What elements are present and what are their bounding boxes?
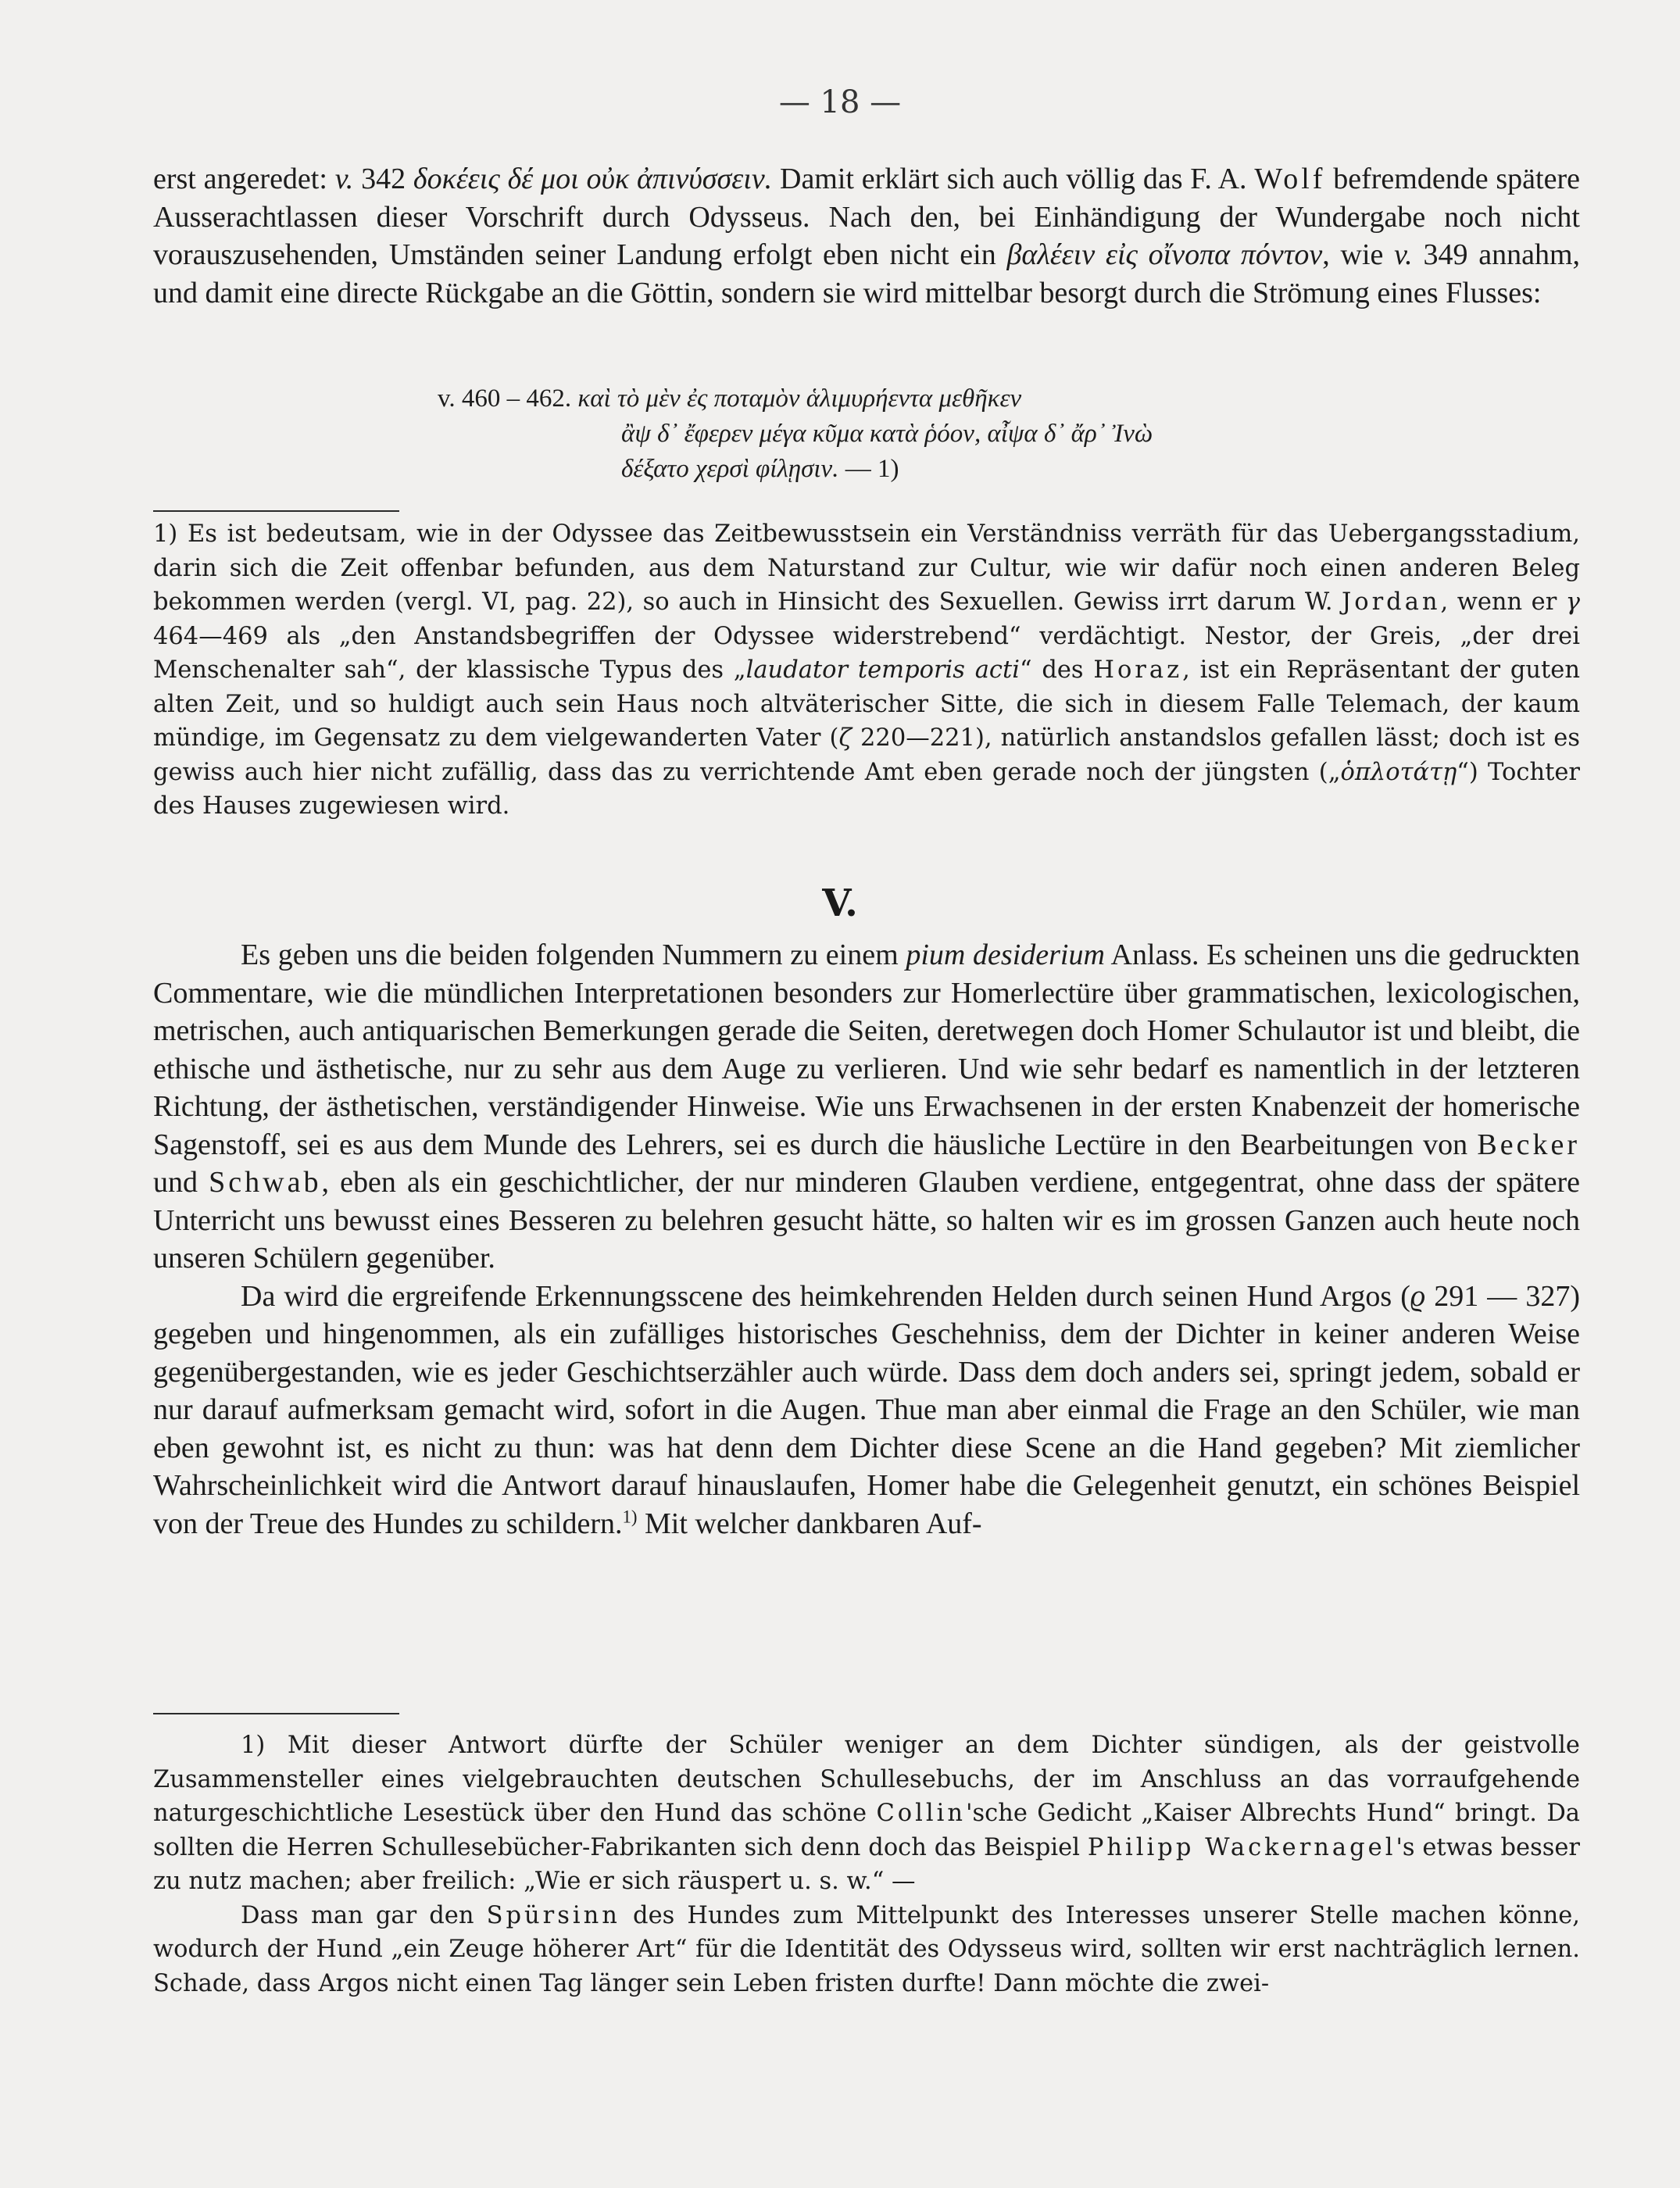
author-name: Schwab — [209, 1166, 322, 1199]
text-run: 291 — 327) gegeben und hingenommen, als ein zufälliges historisches Geschehniss, dem der Dichter in keiner anderen Weise gegenübergestanden, wie es jeder Geschichtserzähler auch würde. Dass dem doch anders sei, springt jedem, sobald er nur darauf aufmerksam gemacht wird, sofort in die Augen. Thue man aber einmal die Frage an den Schüler, wie man eben gewohnt ist, es nicht zu thun: was hat denn dem Dichter diese Scene an die Hand gegeben? Mit ziemlicher Wahrscheinlichkeit wird die Antwort darauf hinauslaufen, Homer habe die Gelegenheit genutzt, ein schönes Beispiel von der Treue des Hundes zu schildern. — [153, 1279, 1581, 1540]
footnote-divider — [153, 510, 399, 512]
text-run: Damit erklärt sich auch völlig das F. A. — [772, 163, 1255, 195]
greek-quote: βαλέειν εἰς οἴνοπα πόντον — [1006, 238, 1323, 271]
verse-line-3 — [438, 452, 1594, 487]
footnote-2 — [153, 1729, 1580, 2000]
book-letter: ϱ — [1410, 1279, 1426, 1313]
verse-reference: v. — [334, 163, 354, 195]
main-paragraph-2 — [153, 1278, 1580, 1543]
text-run: 349 annahm, und damit eine directe Rückgabe an die Göttin, sondern sie wird mittelbar besorgt durch die Strömung eines Flusses: — [153, 238, 1581, 309]
text-run: 342 — [353, 163, 413, 195]
greek-verse-text: καὶ τὸ μὲν ἐς ποταμὸν ἁλιμυρήεντα μεθῆκεν — [577, 384, 1022, 413]
section-heading: V. — [822, 881, 858, 925]
latin-phrase: pium desiderium — [906, 938, 1105, 971]
main-text — [153, 936, 1580, 1543]
author-name: Becker — [1477, 1128, 1580, 1161]
text-run: Es geben uns die beiden folgenden Nummern zu einem — [241, 938, 906, 971]
text-run: 1) Mit dieser Antwort dürfte der Schüler weniger an dem Dichter sündigen, als der geistvolle Zusammensteller eines vielgebrauchten deutschen Schullesebuchs, der im Anschluss an das vorraufgehende naturgeschichtliche Lesestück über den Hund das schöne — [153, 1732, 1580, 1827]
greek-verse-text: ἂψ δ᾽ ἔφερεν μέγα κῦμα κατὰ ῥόον, αἶψα δ᾽ ἄρ᾽ Ἰνὼ — [621, 420, 1153, 448]
verse-line-2 — [438, 417, 1594, 452]
book-letter: γ — [1565, 588, 1580, 616]
text-run: , eben als ein geschichtlicher, der nur minderen Glauben verdiene, entgegentrat, ohne dass der spätere Unterricht uns bewusst eines Besseren zu belehren gesucht hätte, so halten wir es im grossen Ganzen auch heute noch unseren Schülern gegenüber. — [153, 1166, 1581, 1275]
main-paragraph-1 — [153, 936, 1580, 1278]
text-run: und — [153, 1166, 209, 1199]
latin-quote: laudator temporis acti — [745, 656, 1020, 684]
text-run: Anlass. Es scheinen uns die gedruckten Commentare, wie die mündlichen Interpretationen besonders zur Homerlectüre über grammatischen, lexicologischen, metrischen, auch antiquarischen Bemerkungen gerade die Seiten, deretwegen doch Homer Schulautor ist und bleibt, die ethische und ästhetische, nur zu sehr aus dem Auge zu verlieren. Und wie sehr bedarf es namentlich in der letzteren Richtung, der ästhetischen, verständigender Hinweise. Wie uns Erwachsenen in der ersten Knabenzeit der homerische Sagenstoff, sei es aus dem Munde des Lehrers, sei es durch die häusliche Lectüre in den Bearbeitungen von — [153, 938, 1580, 1161]
text-run: erst angeredet: — [153, 163, 335, 195]
text-run: Dass man gar den — [241, 1901, 487, 1929]
text-run: 464—469 als „den Anstandsbegriffen der Odyssee widerstrebend“ verdächtigt. Nestor, der Greis, „der drei Menschenalter sah“, der klassische Typus des „ — [153, 622, 1580, 684]
text-run: 1) Es ist bedeutsam, wie in der Odyssee das Zeitbewusstsein ein Verständniss verräth für das Uebergangsstadium, darin sich die Zeit offenbar befunden, aus dem Naturstand zur Cultur, wie wir dafür noch einen anderen Beleg bekommen werden (vergl. VI, pag. 22), so auch in Hinsicht des Sexuellen. Gewiss irrt darum W. — [153, 520, 1580, 616]
greek-quote: ὁπλοτάτῃ — [1340, 758, 1457, 786]
page-number: — 18 — — [778, 84, 902, 120]
footnote-2-paragraph-2 — [153, 1899, 1580, 2001]
text-run: Mit welcher dankbaren Auf- — [637, 1507, 982, 1540]
footnote-2-paragraph-1 — [153, 1729, 1580, 1899]
greek-verse-text: δέξατο χερσὶ φίλῃσιν. — [621, 455, 839, 483]
text-run: befremdende spätere Ausserachtlassen dieser Vorschrift durch Odysseus. Nach den, bei Einhändigung der Wundergabe noch nicht vorauszusehenden, Umständen seiner Landung erfolgt eben nicht ein — [153, 163, 1580, 271]
footnote-marker: — 1) — [838, 455, 899, 483]
text-run: , wie — [1322, 238, 1395, 271]
text-run: , ist ein Repräsentant der guten alten Zeit, und so huldigt auch sein Haus noch altväterischer Sitte, die sich in diesem Falle Telemach, der kaum mündige, im Gegensatz zu dem vielgewanderten Vater ( — [153, 656, 1580, 752]
text-run: “) Tochter des Hauses zugewiesen wird. — [153, 758, 1580, 820]
footnote-1 — [153, 517, 1580, 824]
text-run: 220—221), natürlich anstandslos gefallen lässt; doch ist es gewiss auch hier nicht zufällig, dass das zu verrichtende Amt eben gerade noch der jüngsten („ — [153, 724, 1580, 786]
verse-line-1 — [438, 381, 1594, 417]
verse-reference: v. — [1394, 238, 1413, 271]
text-run: 'sche Gedicht „Kaiser Albrechts Hund“ bringt. Da sollten die Herren Schullesebücher-Fabrikanten sich denn doch das Beispiel — [153, 1800, 1580, 1861]
verse-reference: v. 460 – 462. — [438, 384, 572, 413]
book-letter: ζ — [838, 724, 852, 752]
text-run: des Hundes zum Mittelpunkt des Interesses unserer Stelle machen könne, wodurch der Hund „ein Zeuge höherer Art“ für die Identität des Odysseus wird, sollten wir erst nachträglich lernen. Schade, dass Argos nicht einen Tag länger sein Leben fristen durfte! Dann möchte die zwei- — [153, 1901, 1580, 1997]
greek-verse-block — [438, 381, 1594, 487]
author-name: Horaz — [1093, 656, 1183, 684]
author-name: Collin — [876, 1800, 967, 1827]
emphasized-word: Spürsinn — [486, 1901, 620, 1929]
author-name: Philipp Wackernagel — [1087, 1833, 1396, 1861]
text-run: Da wird die ergreifende Erkennungsscene des heimkehrenden Helden durch seinen Hund Argos ( — [241, 1279, 1410, 1313]
greek-quote: δοκέεις δέ μοι οὐκ ἀπινύσσειν. — [413, 163, 773, 195]
author-name: Wolf — [1254, 163, 1326, 195]
text-run: , wenn er — [1440, 588, 1566, 616]
text-run: “ des — [1020, 656, 1094, 684]
text-run: 's etwas besser zu nutz machen; aber freilich: „Wie er sich räuspert u. s. w.“ — — [153, 1833, 1580, 1895]
intro-paragraph — [153, 160, 1580, 312]
footnote-marker: 1) — [622, 1506, 638, 1526]
author-name: Jordan — [1342, 588, 1441, 616]
footnote-divider — [153, 1713, 399, 1714]
